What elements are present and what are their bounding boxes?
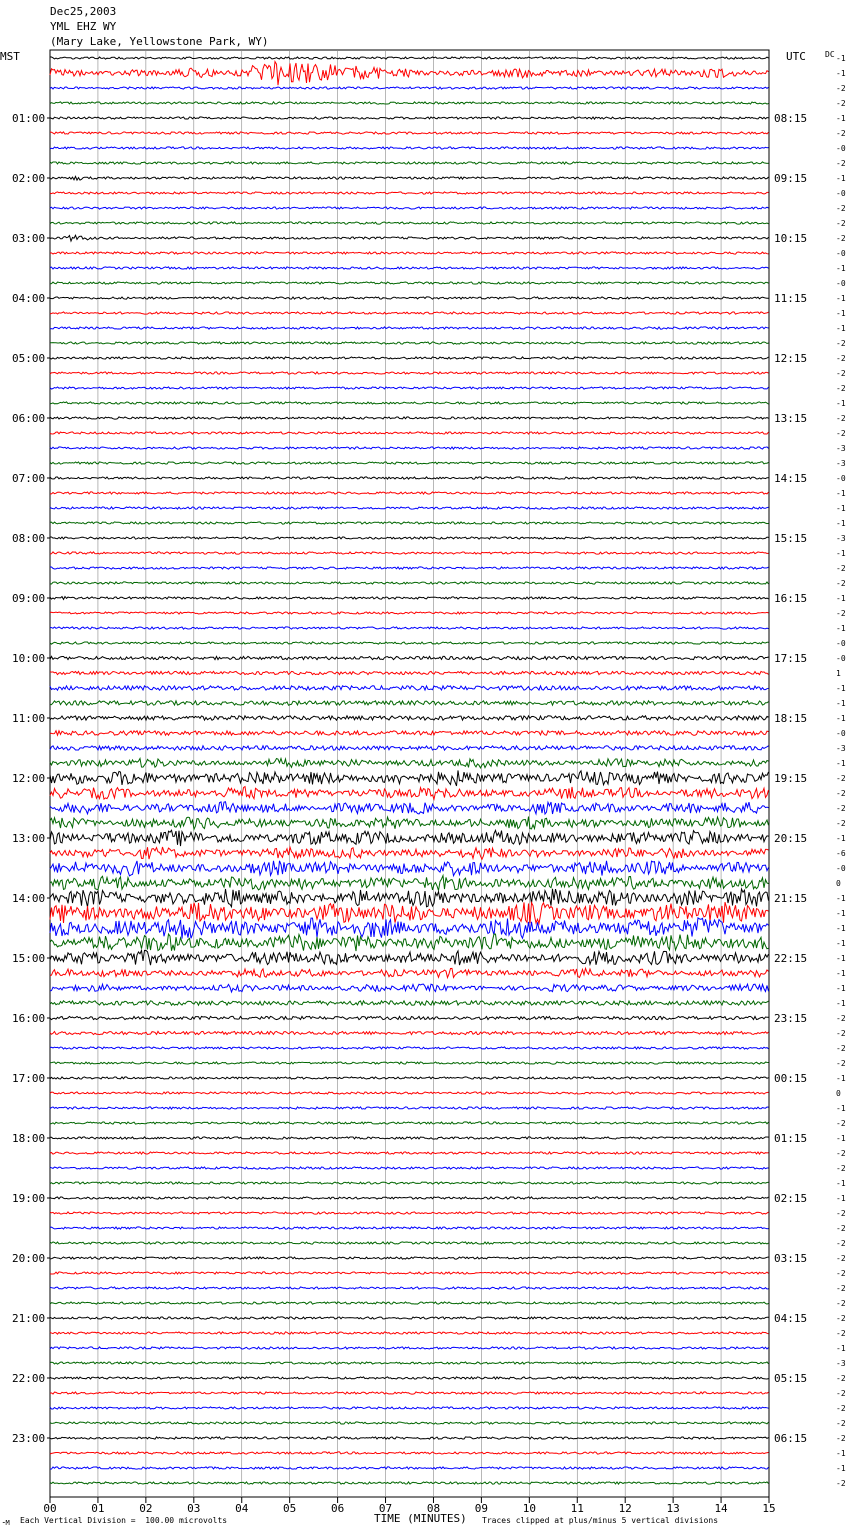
trace-row xyxy=(50,87,769,89)
trace-row xyxy=(50,1092,769,1094)
right-timezone-label: UTC xyxy=(786,50,806,63)
dc-offset-value: -1 xyxy=(836,699,846,708)
dc-offset-value: -2 xyxy=(836,1029,846,1038)
x-tick-label: 13 xyxy=(666,1502,680,1515)
dc-offset-value: -2 xyxy=(836,129,846,138)
dc-offset-value: -2 xyxy=(836,429,846,438)
dc-offset-value: 1 xyxy=(836,669,841,678)
x-tick-label: 05 xyxy=(283,1502,297,1515)
trace-row xyxy=(50,934,769,951)
trace-row xyxy=(50,432,769,434)
dc-offset-value: -1 xyxy=(836,924,846,933)
trace-row xyxy=(50,357,769,359)
dc-offset-value: -3 xyxy=(836,1359,846,1368)
left-hour-label: 22:00 xyxy=(12,1372,46,1385)
x-tick-label: 09 xyxy=(474,1502,489,1515)
trace-row xyxy=(50,1077,769,1079)
left-hour-label: 21:00 xyxy=(12,1312,46,1325)
dc-offset-value: -1 xyxy=(836,684,846,693)
trace-row xyxy=(50,552,769,554)
trace-row xyxy=(50,1212,769,1214)
dc-offset-value: -1 xyxy=(836,1104,846,1113)
dc-offset-value: -2 xyxy=(836,1059,846,1068)
dc-offset-value: -1 xyxy=(836,1074,846,1083)
left-hour-label: 05:00 xyxy=(12,352,46,365)
dc-offset-value: -2 xyxy=(836,1014,846,1023)
chart-date: Dec25,2003 xyxy=(50,5,117,18)
dc-offset-value: -2 xyxy=(836,84,846,93)
dc-offset-value: -2 xyxy=(836,1329,846,1338)
trace-row xyxy=(50,117,769,119)
footer-corner-mark: ⁃M xyxy=(2,1519,10,1527)
right-hour-label: 06:15 xyxy=(774,1432,808,1445)
dc-offset-value: -2 xyxy=(836,819,846,828)
trace-row xyxy=(50,402,769,404)
dc-offset-value: -1 xyxy=(836,1179,846,1188)
trace-row xyxy=(50,1422,769,1424)
dc-offset-value: -2 xyxy=(836,1164,846,1173)
left-hour-label: 01:00 xyxy=(12,112,46,125)
dc-offset-value: -0 xyxy=(836,654,846,663)
dc-offset-value: -2 xyxy=(836,804,846,813)
right-hour-label: 22:15 xyxy=(774,952,808,965)
dc-offset-value: -3 xyxy=(836,534,846,543)
left-hour-label: 09:00 xyxy=(12,592,46,605)
trace-row xyxy=(50,1047,769,1049)
right-hour-label: 01:15 xyxy=(774,1132,808,1145)
trace-row xyxy=(50,522,769,524)
trace-row xyxy=(50,235,769,241)
trace-row xyxy=(50,1016,769,1019)
dc-offset-value: -2 xyxy=(836,1434,846,1443)
dc-offset-value: -1 xyxy=(836,324,846,333)
dc-offset-value: -2 xyxy=(836,1299,846,1308)
dc-offset-value: 0 xyxy=(836,1089,841,1098)
trace-row xyxy=(50,1467,769,1469)
trace-row xyxy=(50,207,769,209)
trace-row xyxy=(50,252,769,254)
trace-row xyxy=(50,876,769,891)
footer-scale-note: Each Vertical Division = 100.00 microvolts xyxy=(20,1516,228,1525)
dc-offset-value: -3 xyxy=(836,444,846,453)
dc-offset-value: -0 xyxy=(836,144,846,153)
right-hour-label: 17:15 xyxy=(774,652,808,665)
dc-offset-value: -1 xyxy=(836,174,846,183)
dc-offset-value: -2 xyxy=(836,1224,846,1233)
left-hour-label: 18:00 xyxy=(12,1132,46,1145)
trace-row xyxy=(50,492,769,494)
trace-row xyxy=(50,297,769,299)
trace-row xyxy=(50,507,769,509)
trace-row xyxy=(50,627,769,629)
dc-offset-value: -1 xyxy=(836,999,846,1008)
dc-offset-value: -1 xyxy=(836,834,846,843)
dc-offset-value: -1 xyxy=(836,954,846,963)
dc-offset-value: -2 xyxy=(836,1404,846,1413)
trace-row xyxy=(50,770,769,786)
dc-offset-value: -2 xyxy=(836,414,846,423)
trace-row xyxy=(50,1272,769,1274)
right-hour-label: 12:15 xyxy=(774,352,808,365)
dc-offset-value: -1 xyxy=(836,909,846,918)
trace-row xyxy=(50,537,769,539)
left-hour-label: 16:00 xyxy=(12,1012,46,1025)
trace-row xyxy=(50,477,769,479)
dc-offset-value: -2 xyxy=(836,1149,846,1158)
trace-row xyxy=(50,817,769,830)
dc-offset-value: -2 xyxy=(836,204,846,213)
trace-row xyxy=(50,984,769,992)
dc-offset-value: -2 xyxy=(836,1374,846,1383)
trace-row xyxy=(50,1001,769,1005)
trace-row xyxy=(50,1362,769,1364)
left-hour-label: 07:00 xyxy=(12,472,46,485)
x-tick-label: 12 xyxy=(618,1502,632,1515)
dc-offset-value: -2 xyxy=(836,1209,846,1218)
dc-offset-value: -0 xyxy=(836,729,846,738)
left-hour-label: 23:00 xyxy=(12,1432,46,1445)
dc-offset-value: -2 xyxy=(836,564,846,573)
right-hour-label: 15:15 xyxy=(774,532,808,545)
trace-row xyxy=(50,1062,769,1064)
trace-row xyxy=(50,1317,769,1319)
chart-location: (Mary Lake, Yellowstone Park, WY) xyxy=(50,35,269,48)
trace-row xyxy=(50,567,769,569)
trace-row xyxy=(50,1287,769,1289)
dc-offset-value: -1 xyxy=(836,1449,846,1458)
left-hour-label: 06:00 xyxy=(12,412,46,425)
dc-offset-value: -1 xyxy=(836,549,846,558)
dc-offset-value: -2 xyxy=(836,789,846,798)
trace-row xyxy=(50,671,769,674)
dc-offset-value: -2 xyxy=(836,579,846,588)
dc-offset-value: -1 xyxy=(836,714,846,723)
dc-offset-value: -2 xyxy=(836,369,846,378)
x-axis-title: TIME (MINUTES) xyxy=(374,1512,467,1525)
right-hour-label: 03:15 xyxy=(774,1252,808,1265)
dc-offset-value: -2 xyxy=(836,219,846,228)
left-hour-label: 10:00 xyxy=(12,652,46,665)
trace-row xyxy=(50,1167,769,1169)
dc-offset-value: -2 xyxy=(836,1044,846,1053)
dc-offset-value: -0 xyxy=(836,279,846,288)
dc-offset-value: -1 xyxy=(836,489,846,498)
dc-offset-value: -1 xyxy=(836,1194,846,1203)
trace-row xyxy=(50,1257,769,1259)
footer-clip-note: Traces clipped at plus/minus 5 vertical divisions xyxy=(482,1516,719,1525)
trace-row xyxy=(50,1182,769,1184)
right-hour-label: 00:15 xyxy=(774,1072,808,1085)
x-tick-label: 10 xyxy=(522,1502,536,1515)
trace-row xyxy=(50,192,769,194)
trace-row xyxy=(50,1107,769,1109)
x-tick-label: 14 xyxy=(714,1502,728,1515)
right-hour-label: 13:15 xyxy=(774,412,808,425)
trace-row xyxy=(50,861,769,876)
trace-row xyxy=(50,102,769,104)
left-hour-label: 13:00 xyxy=(12,832,46,845)
x-tick-label: 03 xyxy=(187,1502,201,1515)
trace-row xyxy=(50,372,769,374)
trace-row xyxy=(50,889,769,907)
dc-offset-value: -2 xyxy=(836,1419,846,1428)
right-hour-label: 18:15 xyxy=(774,712,808,725)
trace-row xyxy=(50,802,769,814)
trace-row xyxy=(50,147,769,149)
left-hour-label: 12:00 xyxy=(12,772,46,785)
dc-offset-value: -2 xyxy=(836,1389,846,1398)
trace-row xyxy=(50,342,769,344)
left-hour-label: 03:00 xyxy=(12,232,46,245)
left-hour-label: 14:00 xyxy=(12,892,46,905)
x-tick-label: 04 xyxy=(235,1502,249,1515)
trace-row xyxy=(50,222,769,224)
trace-row xyxy=(50,582,769,584)
trace-row xyxy=(50,787,769,800)
trace-row xyxy=(50,1347,769,1349)
trace-row xyxy=(50,1452,769,1454)
dc-offset-value: -1 xyxy=(836,294,846,303)
dc-offset-value: -2 xyxy=(836,609,846,618)
trace-row xyxy=(50,417,769,419)
trace-row xyxy=(50,612,769,614)
dc-offset-value: -1 xyxy=(836,759,846,768)
trace-row xyxy=(50,1242,769,1244)
trace-row xyxy=(50,847,769,859)
left-hour-label: 15:00 xyxy=(12,952,46,965)
trace-row xyxy=(50,57,769,59)
trace-row xyxy=(50,267,769,269)
dc-offset-value: -1 xyxy=(836,1134,846,1143)
trace-row xyxy=(50,1152,769,1154)
dc-offset-value: -2 xyxy=(836,99,846,108)
dc-offset-value: -0 xyxy=(836,474,846,483)
trace-row xyxy=(50,1137,769,1139)
trace-row xyxy=(50,746,769,750)
dc-offset-value: -1 xyxy=(836,69,846,78)
trace-row xyxy=(50,902,769,923)
dc-offset-value: -1 xyxy=(836,969,846,978)
x-tick-label: 07 xyxy=(378,1502,393,1515)
right-hour-label: 02:15 xyxy=(774,1192,808,1205)
dc-offset-value: -2 xyxy=(836,339,846,348)
dc-offset-value: -2 xyxy=(836,384,846,393)
dc-offset-value: -1 xyxy=(836,1464,846,1473)
trace-row xyxy=(50,918,769,939)
x-tick-label: 15 xyxy=(762,1502,776,1515)
x-tick-label: 00 xyxy=(43,1502,57,1515)
trace-row xyxy=(50,327,769,329)
trace-row xyxy=(50,462,769,464)
dc-offset-value: -1 xyxy=(836,519,846,528)
trace-row xyxy=(50,387,769,389)
trace-row xyxy=(50,642,769,644)
dc-offset-value: -1 xyxy=(836,984,846,993)
trace-row xyxy=(50,1122,769,1124)
right-hour-label: 10:15 xyxy=(774,232,808,245)
trace-row xyxy=(50,1392,769,1394)
x-tick-label: 11 xyxy=(570,1502,584,1515)
dc-offset-value: -2 xyxy=(836,1119,846,1128)
dc-offset-value: -2 xyxy=(836,1479,846,1488)
dc-offset-value: -3 xyxy=(836,459,846,468)
trace-row xyxy=(50,132,769,134)
trace-row xyxy=(50,176,769,180)
right-hour-label: 21:15 xyxy=(774,892,808,905)
dc-offset-value: -2 xyxy=(836,234,846,243)
dc-offset-header: DC xyxy=(825,50,835,59)
x-tick-label: 06 xyxy=(330,1502,345,1515)
x-tick-label: 08 xyxy=(426,1502,441,1515)
dc-offset-value: -1 xyxy=(836,54,846,63)
dc-offset-value: 0 xyxy=(836,879,841,888)
trace-row xyxy=(50,597,769,600)
trace-row xyxy=(50,1377,769,1379)
trace-row xyxy=(50,950,769,965)
dc-offset-value: -0 xyxy=(836,639,846,648)
trace-row xyxy=(50,1031,769,1034)
dc-offset-value: -2 xyxy=(836,1269,846,1278)
dc-offset-value: -1 xyxy=(836,894,846,903)
dc-offset-value: -2 xyxy=(836,159,846,168)
dc-offset-value: -1 xyxy=(836,114,846,123)
left-timezone-label: MST xyxy=(0,50,20,63)
right-hour-label: 08:15 xyxy=(774,112,808,125)
trace-row xyxy=(50,162,769,164)
dc-offset-value: -1 xyxy=(836,594,846,603)
dc-offset-value: -1 xyxy=(836,309,846,318)
dc-offset-value: -2 xyxy=(836,1284,846,1293)
right-hour-label: 05:15 xyxy=(774,1372,808,1385)
left-hour-label: 04:00 xyxy=(12,292,46,305)
dc-offset-value: -3 xyxy=(836,744,846,753)
dc-offset-value: -0 xyxy=(836,189,846,198)
left-hour-label: 08:00 xyxy=(12,532,46,545)
trace-row xyxy=(50,282,769,284)
left-hour-label: 17:00 xyxy=(12,1072,46,1085)
trace-row xyxy=(50,1482,769,1484)
left-hour-label: 02:00 xyxy=(12,172,46,185)
dc-offset-value: -0 xyxy=(836,864,846,873)
dc-offset-value: -1 xyxy=(836,939,846,948)
dc-offset-value: -1 xyxy=(836,264,846,273)
left-hour-label: 11:00 xyxy=(12,712,46,725)
dc-offset-value: -0 xyxy=(836,249,846,258)
dc-offset-value: -2 xyxy=(836,1314,846,1323)
right-hour-label: 20:15 xyxy=(774,832,808,845)
right-hour-label: 11:15 xyxy=(774,292,808,305)
trace-row xyxy=(50,830,769,846)
dc-offset-value: -1 xyxy=(836,399,846,408)
trace-row xyxy=(50,731,769,735)
right-hour-label: 04:15 xyxy=(774,1312,808,1325)
trace-row xyxy=(50,1437,769,1439)
left-hour-label: 19:00 xyxy=(12,1192,46,1205)
right-hour-label: 23:15 xyxy=(774,1012,808,1025)
trace-row xyxy=(50,656,769,659)
trace-row xyxy=(50,1302,769,1304)
trace-row xyxy=(50,1407,769,1409)
dc-offset-value: -1 xyxy=(836,504,846,513)
x-tick-label: 01 xyxy=(91,1502,105,1515)
x-tick-label: 02 xyxy=(139,1502,153,1515)
trace-row xyxy=(50,447,769,449)
trace-row xyxy=(50,968,769,977)
trace-row xyxy=(50,1197,769,1199)
chart-station: YML EHZ WY xyxy=(50,20,117,33)
trace-row xyxy=(50,62,769,86)
trace-row xyxy=(50,759,769,768)
dc-offset-value: -6 xyxy=(836,849,846,858)
dc-offset-value: -2 xyxy=(836,354,846,363)
right-hour-label: 14:15 xyxy=(774,472,808,485)
trace-row xyxy=(50,1332,769,1334)
dc-offset-value: -2 xyxy=(836,1239,846,1248)
trace-row xyxy=(50,1227,769,1229)
trace-row xyxy=(50,686,769,690)
trace-row xyxy=(50,312,769,314)
right-hour-label: 19:15 xyxy=(774,772,808,785)
dc-offset-value: -1 xyxy=(836,624,846,633)
trace-row xyxy=(50,716,769,720)
left-hour-label: 20:00 xyxy=(12,1252,46,1265)
right-hour-label: 16:15 xyxy=(774,592,808,605)
dc-offset-value: -2 xyxy=(836,774,846,783)
dc-offset-value: -1 xyxy=(836,1344,846,1353)
trace-row xyxy=(50,701,769,705)
right-hour-label: 09:15 xyxy=(774,172,808,185)
dc-offset-value: -2 xyxy=(836,1254,846,1263)
